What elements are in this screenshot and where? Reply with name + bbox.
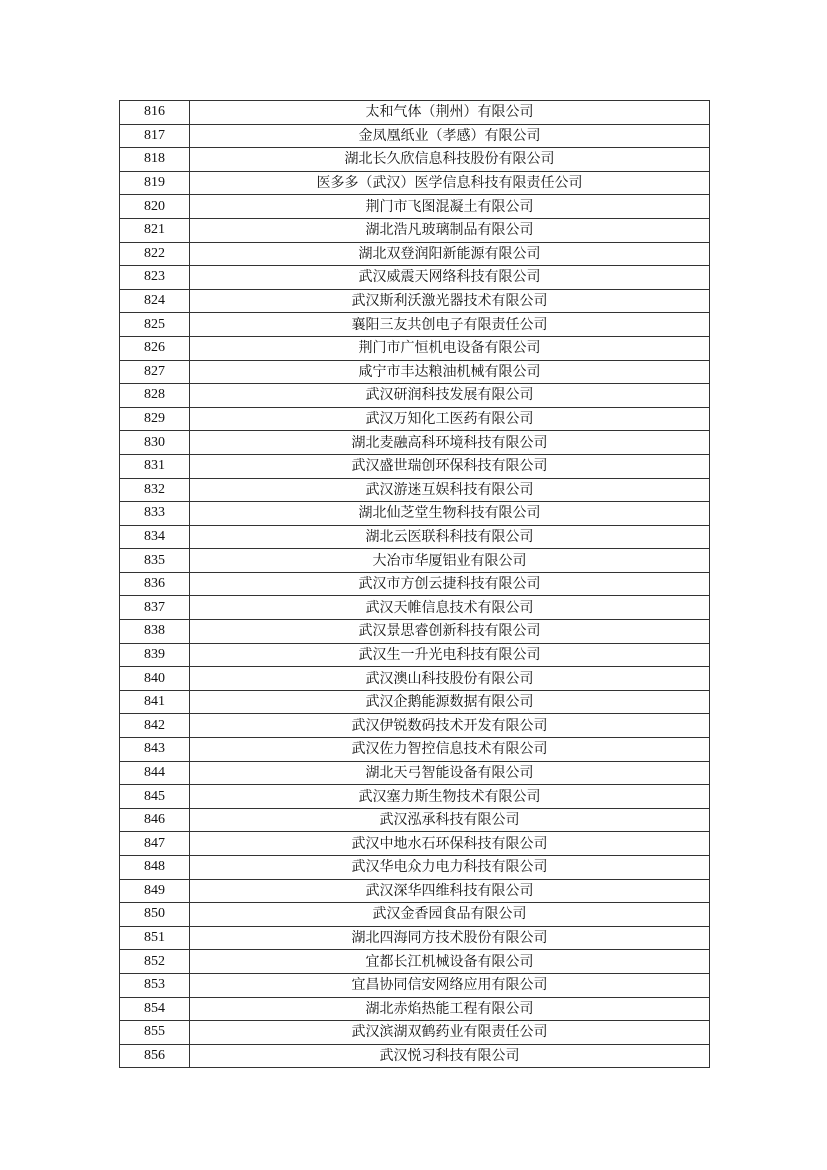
row-number: 828 [120,384,190,408]
table-row [120,313,710,337]
table-row [120,101,710,125]
company-name: 武汉澳山科技股份有限公司 [190,667,710,691]
row-number: 843 [120,738,190,762]
table-row [120,785,710,809]
row-number: 839 [120,643,190,667]
row-number: 832 [120,478,190,502]
table-row [120,808,710,832]
company-name: 大冶市华厦铝业有限公司 [190,549,710,573]
row-number: 817 [120,124,190,148]
table-row [120,761,710,785]
table-row [120,218,710,242]
row-number: 844 [120,761,190,785]
row-number: 822 [120,242,190,266]
company-name: 武汉伊锐数码技术开发有限公司 [190,714,710,738]
company-name: 宜都长江机械设备有限公司 [190,950,710,974]
company-name: 湖北仙芝堂生物科技有限公司 [190,502,710,526]
company-name: 武汉塞力斯生物技术有限公司 [190,785,710,809]
table-row [120,596,710,620]
table-row [120,1044,710,1068]
row-number: 838 [120,620,190,644]
company-list-body [120,101,710,1068]
table-row [120,431,710,455]
company-name: 湖北四海同方技术股份有限公司 [190,926,710,950]
table-row [120,667,710,691]
table-row [120,856,710,880]
row-number: 845 [120,785,190,809]
table-row [120,242,710,266]
company-name: 湖北长久欣信息科技股份有限公司 [190,148,710,172]
table-row [120,973,710,997]
table-row [120,195,710,219]
table-row [120,572,710,596]
row-number: 840 [120,667,190,691]
table-row [120,336,710,360]
company-name: 武汉泓承科技有限公司 [190,808,710,832]
company-name: 武汉市方创云捷科技有限公司 [190,572,710,596]
table-row [120,148,710,172]
table-row [120,714,710,738]
company-name: 宜昌协同信安网络应用有限公司 [190,973,710,997]
row-number: 841 [120,690,190,714]
row-number: 820 [120,195,190,219]
row-number: 818 [120,148,190,172]
company-name: 湖北云医联科科技有限公司 [190,525,710,549]
row-number: 826 [120,336,190,360]
row-number: 852 [120,950,190,974]
company-name: 武汉万知化工医药有限公司 [190,407,710,431]
company-name: 武汉威震天网络科技有限公司 [190,266,710,290]
company-name: 湖北赤焰热能工程有限公司 [190,997,710,1021]
row-number: 855 [120,1021,190,1045]
row-number: 856 [120,1044,190,1068]
table-row [120,384,710,408]
table-row [120,171,710,195]
company-name: 武汉天帷信息技术有限公司 [190,596,710,620]
table-row [120,620,710,644]
row-number: 831 [120,454,190,478]
company-name: 武汉企鹅能源数据有限公司 [190,690,710,714]
row-number: 854 [120,997,190,1021]
company-name: 咸宁市丰达粮油机械有限公司 [190,360,710,384]
table-row [120,738,710,762]
row-number: 851 [120,926,190,950]
row-number: 834 [120,525,190,549]
company-name: 湖北浩凡玻璃制品有限公司 [190,218,710,242]
company-name: 太和气体（荆州）有限公司 [190,101,710,125]
company-name: 襄阳三友共创电子有限责任公司 [190,313,710,337]
company-name: 武汉悦习科技有限公司 [190,1044,710,1068]
table-row [120,525,710,549]
table-row [120,478,710,502]
row-number: 830 [120,431,190,455]
table-row [120,832,710,856]
row-number: 819 [120,171,190,195]
row-number: 833 [120,502,190,526]
company-name: 武汉研润科技发展有限公司 [190,384,710,408]
company-name: 武汉金香园食品有限公司 [190,903,710,927]
table-row [120,289,710,313]
table-row [120,643,710,667]
table-row [120,454,710,478]
row-number: 835 [120,549,190,573]
row-number: 825 [120,313,190,337]
row-number: 853 [120,973,190,997]
row-number: 821 [120,218,190,242]
company-name: 湖北天弓智能设备有限公司 [190,761,710,785]
row-number: 816 [120,101,190,125]
table-row [120,266,710,290]
row-number: 849 [120,879,190,903]
company-name: 荆门市广恒机电设备有限公司 [190,336,710,360]
table-row [120,549,710,573]
table-row [120,360,710,384]
row-number: 824 [120,289,190,313]
row-number: 837 [120,596,190,620]
table-row [120,1021,710,1045]
company-name: 荆门市飞图混凝土有限公司 [190,195,710,219]
company-name: 医多多（武汉）医学信息科技有限责任公司 [190,171,710,195]
row-number: 848 [120,856,190,880]
company-name: 武汉华电众力电力科技有限公司 [190,856,710,880]
company-name: 武汉生一升光电科技有限公司 [190,643,710,667]
row-number: 823 [120,266,190,290]
company-name: 湖北麦融高科环境科技有限公司 [190,431,710,455]
table-row [120,124,710,148]
table-row [120,903,710,927]
row-number: 846 [120,808,190,832]
company-name: 湖北双登润阳新能源有限公司 [190,242,710,266]
row-number: 847 [120,832,190,856]
company-name: 武汉中地水石环保科技有限公司 [190,832,710,856]
company-name: 武汉盛世瑞创环保科技有限公司 [190,454,710,478]
company-list-table [119,100,710,1068]
row-number: 827 [120,360,190,384]
table-row [120,926,710,950]
table-row [120,950,710,974]
table-row [120,690,710,714]
company-name: 武汉游迷互娱科技有限公司 [190,478,710,502]
row-number: 842 [120,714,190,738]
row-number: 836 [120,572,190,596]
row-number: 850 [120,903,190,927]
table-row [120,407,710,431]
company-name: 武汉斯利沃激光器技术有限公司 [190,289,710,313]
company-name: 金凤凰纸业（孝感）有限公司 [190,124,710,148]
table-row [120,879,710,903]
company-name: 武汉景思睿创新科技有限公司 [190,620,710,644]
table-row [120,502,710,526]
row-number: 829 [120,407,190,431]
company-name: 武汉佐力智控信息技术有限公司 [190,738,710,762]
company-name: 武汉滨湖双鹤药业有限责任公司 [190,1021,710,1045]
table-row [120,997,710,1021]
company-name: 武汉深华四维科技有限公司 [190,879,710,903]
